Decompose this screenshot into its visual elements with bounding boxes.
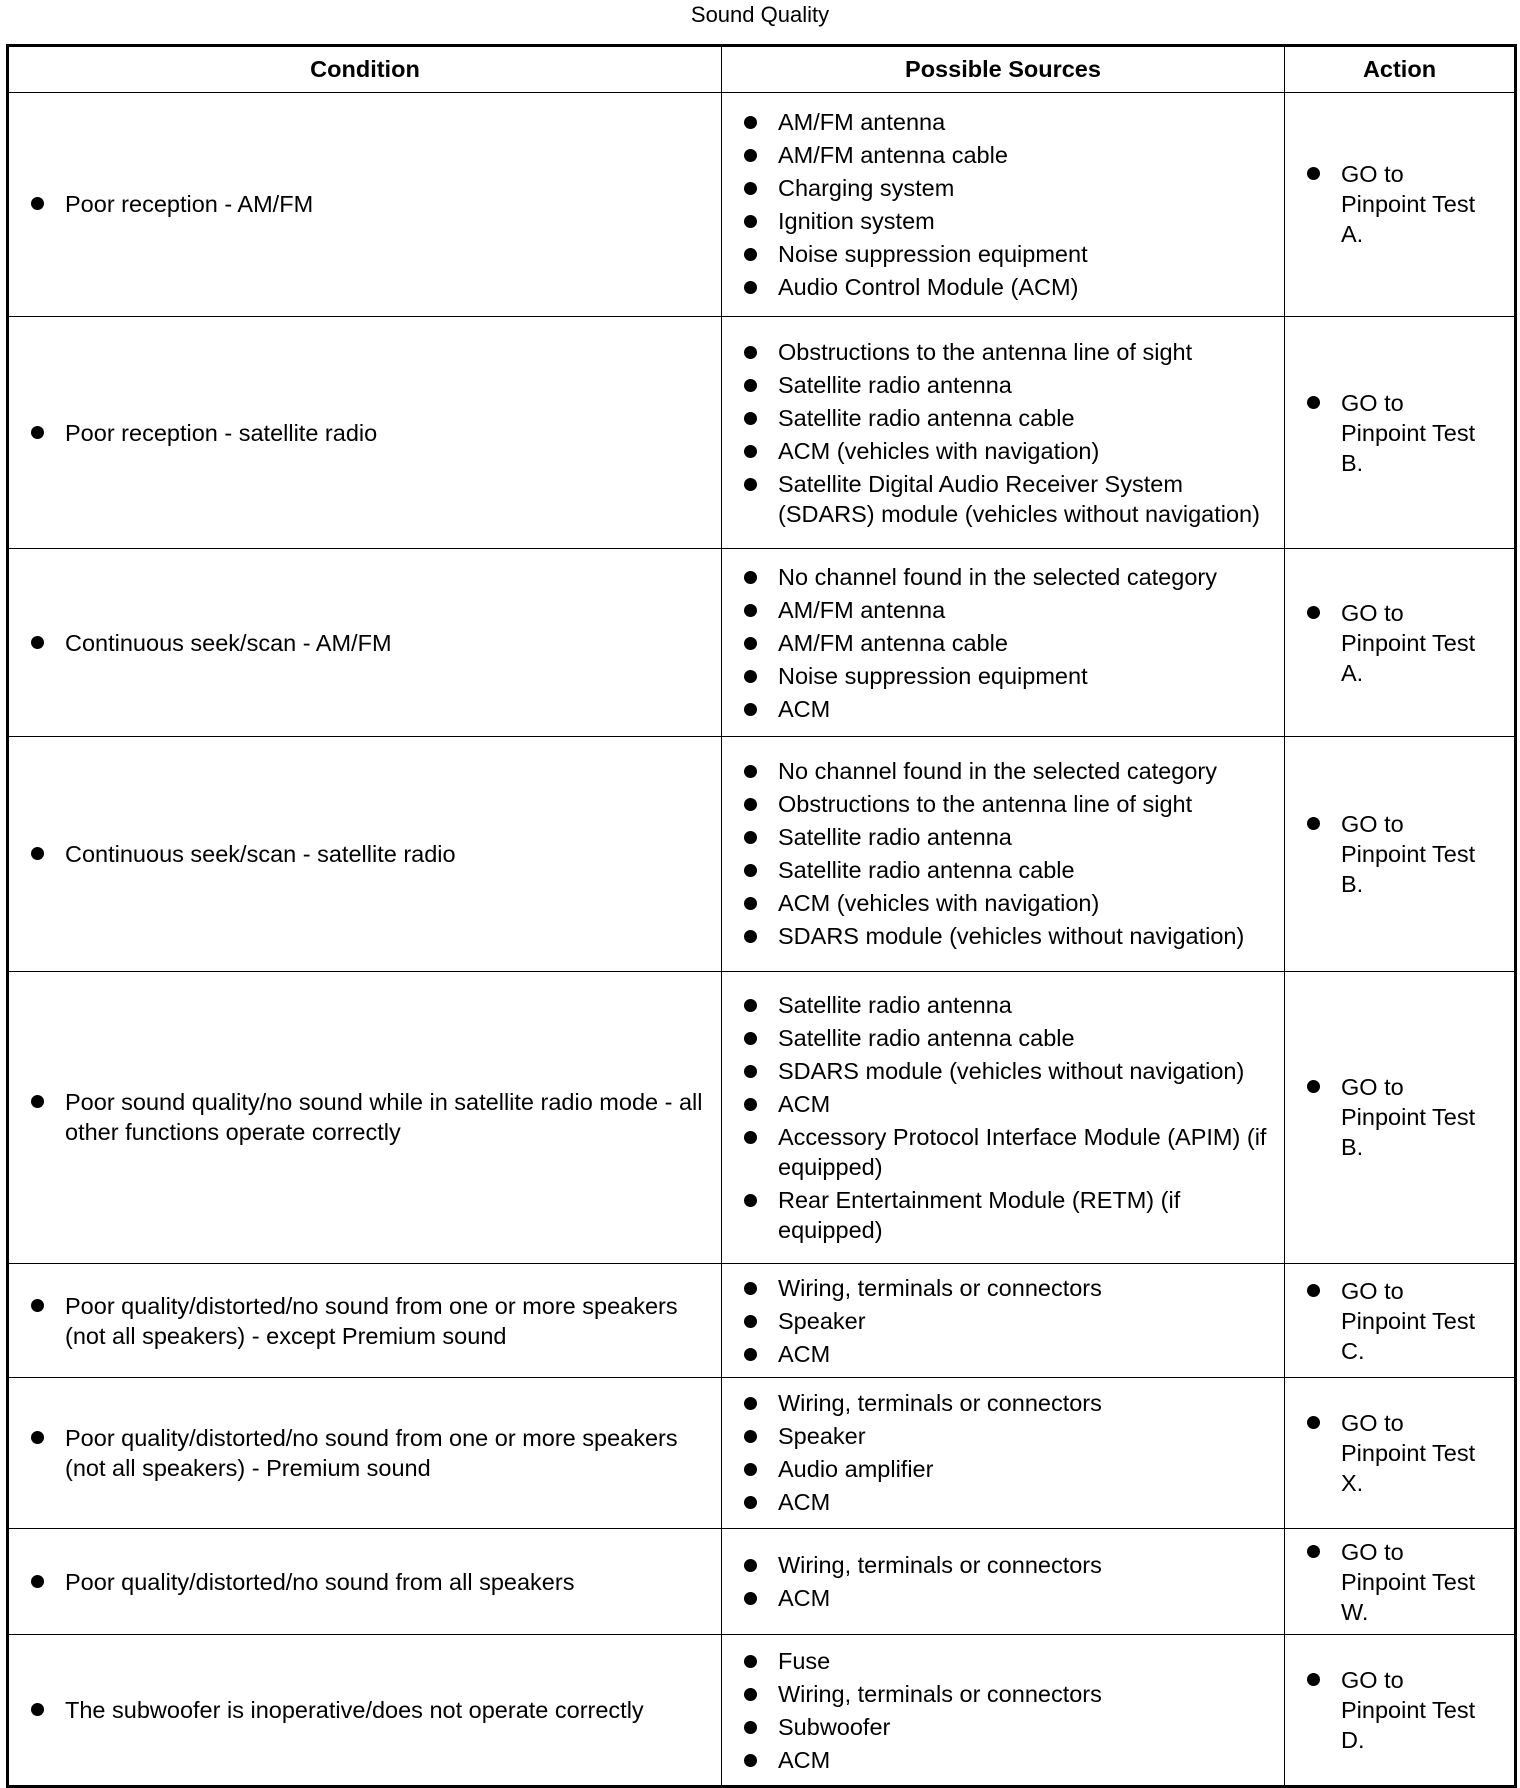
source-text: AM/FM antenna — [778, 596, 946, 623]
condition — [9, 1291, 721, 1351]
sources-list — [722, 990, 1284, 1245]
condition-cell — [8, 1378, 722, 1529]
action-cell — [1285, 971, 1516, 1263]
condition-cell — [8, 316, 722, 549]
source-text: ACM (vehicles with navigation) — [778, 437, 1100, 464]
bullet-icon — [31, 1299, 44, 1312]
bullet-icon — [31, 1431, 44, 1444]
source-item — [744, 1122, 1276, 1182]
source-text: Obstructions to the antenna line of sight — [778, 338, 1193, 365]
condition-text: Poor quality/distorted/no sound from one or more speakers (not all speakers) - Premium sound — [65, 1424, 678, 1481]
condition-cell — [8, 1528, 722, 1634]
source-item — [744, 990, 1276, 1020]
condition — [9, 839, 721, 869]
source-text: Audio Control Module (ACM) — [778, 273, 1079, 300]
bullet-icon — [744, 412, 757, 425]
source-text: AM/FM antenna cable — [778, 629, 1008, 656]
bullet-icon — [1307, 606, 1320, 619]
table-row — [8, 316, 1516, 549]
sources-cell — [722, 316, 1285, 549]
sources-list — [722, 337, 1284, 529]
pinpoint-test-reference: GO to Pinpoint Test C. — [1341, 1277, 1476, 1364]
sources-cell — [722, 971, 1285, 1263]
bullet-icon — [744, 379, 757, 392]
bullet-icon — [1307, 1416, 1320, 1429]
action — [1285, 1537, 1514, 1627]
source-text: ACM — [778, 1340, 831, 1367]
pinpoint-test-reference: GO to Pinpoint Test A. — [1341, 161, 1476, 248]
bullet-icon — [744, 1721, 757, 1734]
pinpoint-test-reference: GO to Pinpoint Test B. — [1341, 1074, 1476, 1161]
sources-list — [722, 1646, 1284, 1775]
source-text: ACM — [778, 1489, 831, 1516]
bullet-icon — [744, 215, 757, 228]
source-item — [744, 628, 1276, 658]
source-item — [744, 562, 1276, 592]
condition — [9, 1087, 721, 1147]
condition-text: Poor reception - AM/FM — [65, 191, 314, 218]
sources-list — [722, 756, 1284, 951]
source-text: Noise suppression equipment — [778, 240, 1088, 267]
source-item — [744, 1056, 1276, 1086]
action — [1285, 388, 1514, 478]
source-text: Speaker — [778, 1307, 866, 1334]
bullet-icon — [744, 1194, 757, 1207]
source-text: Obstructions to the antenna line of sight — [778, 791, 1193, 818]
bullet-icon — [31, 847, 44, 860]
condition-cell — [8, 971, 722, 1263]
bullet-icon — [744, 1065, 757, 1078]
bullet-icon — [744, 116, 757, 129]
sources-cell — [722, 736, 1285, 971]
source-item — [744, 107, 1276, 137]
source-item — [744, 1306, 1276, 1336]
source-item — [744, 1550, 1276, 1580]
condition-cell — [8, 93, 722, 317]
sources-cell — [722, 1264, 1285, 1378]
bullet-icon — [744, 346, 757, 359]
bullet-icon — [1307, 1080, 1320, 1093]
bullet-icon — [744, 1032, 757, 1045]
sources-cell — [722, 549, 1285, 736]
bullet-icon — [744, 1496, 757, 1509]
source-text: Satellite radio antenna cable — [778, 1024, 1075, 1051]
sources-list — [722, 1273, 1284, 1369]
bullet-icon — [744, 1430, 757, 1443]
source-item — [744, 140, 1276, 170]
source-item — [744, 239, 1276, 269]
bullet-icon — [744, 670, 757, 683]
action-cell — [1285, 93, 1516, 317]
bullet-icon — [744, 1688, 757, 1701]
source-text: Satellite radio antenna cable — [778, 404, 1075, 431]
condition-cell — [8, 1264, 722, 1378]
bullet-icon — [1307, 1673, 1320, 1686]
action — [1285, 598, 1514, 688]
source-text: No channel found in the selected category — [778, 758, 1217, 785]
bullet-icon — [744, 571, 757, 584]
source-text: Satellite radio antenna — [778, 824, 1012, 851]
bullet-icon — [31, 1095, 44, 1108]
source-text: Fuse — [778, 1647, 831, 1674]
source-text: No channel found in the selected category — [778, 563, 1217, 590]
bullet-icon — [744, 149, 757, 162]
table-row — [8, 736, 1516, 971]
condition — [9, 1695, 721, 1725]
bullet-icon — [744, 1397, 757, 1410]
source-text: ACM — [778, 1090, 831, 1117]
source-text: Wiring, terminals or connectors — [778, 1680, 1102, 1707]
source-text: Accessory Protocol Interface Module (APIM) (if equipped) — [778, 1123, 1267, 1180]
condition — [9, 1567, 721, 1597]
bullet-icon — [744, 478, 757, 491]
bullet-icon — [744, 798, 757, 811]
bullet-icon — [744, 765, 757, 778]
source-item — [744, 1023, 1276, 1053]
source-text: Wiring, terminals or connectors — [778, 1274, 1102, 1301]
action-cell — [1285, 549, 1516, 736]
bullet-icon — [744, 831, 757, 844]
source-text: Satellite Digital Audio Receiver System (SDARS) module (vehicles without navigation) — [778, 470, 1260, 527]
source-item — [744, 337, 1276, 367]
condition — [9, 418, 721, 448]
source-item — [744, 694, 1276, 724]
source-item — [744, 1339, 1276, 1369]
sources-list — [722, 107, 1284, 302]
source-text: ACM — [778, 1746, 831, 1773]
diagnosis-table — [6, 44, 1517, 1788]
pinpoint-test-reference: GO to Pinpoint Test W. — [1341, 1538, 1476, 1625]
source-item — [744, 756, 1276, 786]
source-item — [744, 206, 1276, 236]
source-item — [744, 370, 1276, 400]
action-cell — [1285, 1378, 1516, 1529]
source-item — [744, 272, 1276, 302]
bullet-icon — [31, 1703, 44, 1716]
bullet-icon — [744, 637, 757, 650]
sources-list — [722, 1388, 1284, 1517]
bullet-icon — [31, 1575, 44, 1588]
source-item — [744, 436, 1276, 466]
bullet-icon — [1307, 1284, 1320, 1297]
source-item — [744, 1487, 1276, 1517]
bullet-icon — [744, 864, 757, 877]
header-row — [8, 46, 1516, 93]
action — [1285, 159, 1514, 249]
source-text: Audio amplifier — [778, 1456, 934, 1483]
source-text: Charging system — [778, 174, 955, 201]
header-condition: Condition — [8, 46, 722, 93]
bullet-icon — [1307, 167, 1320, 180]
source-text: ACM — [778, 695, 831, 722]
source-item — [744, 1273, 1276, 1303]
pinpoint-test-reference: GO to Pinpoint Test B. — [1341, 810, 1476, 897]
condition — [9, 628, 721, 658]
bullet-icon — [744, 1131, 757, 1144]
source-item — [744, 1745, 1276, 1775]
table-row — [8, 549, 1516, 736]
bullet-icon — [744, 703, 757, 716]
condition-text: The subwoofer is inoperative/does not operate correctly — [65, 1697, 644, 1724]
condition-cell — [8, 549, 722, 736]
bullet-icon — [744, 604, 757, 617]
bullet-icon — [744, 930, 757, 943]
source-item — [744, 173, 1276, 203]
source-item — [744, 469, 1276, 529]
source-text: Rear Entertainment Module (RETM) (if equipped) — [778, 1186, 1181, 1243]
pinpoint-test-reference: GO to Pinpoint Test D. — [1341, 1667, 1476, 1754]
source-item — [744, 1388, 1276, 1418]
source-text: AM/FM antenna cable — [778, 141, 1008, 168]
source-text: ACM — [778, 1585, 831, 1611]
source-item — [744, 403, 1276, 433]
bullet-icon — [31, 197, 44, 210]
table-row — [8, 971, 1516, 1263]
bullet-icon — [744, 1348, 757, 1361]
bullet-icon — [744, 182, 757, 195]
source-item — [744, 921, 1276, 951]
source-text: Speaker — [778, 1423, 866, 1450]
condition — [9, 1423, 721, 1483]
condition-text: Poor sound quality/no sound while in satellite radio mode - all other functions operate correctly — [65, 1089, 703, 1146]
header-possible-sources: Possible Sources — [722, 46, 1285, 93]
table-row — [8, 1264, 1516, 1378]
source-text: AM/FM antenna — [778, 108, 946, 135]
source-text: Ignition system — [778, 207, 935, 234]
bullet-icon — [744, 1754, 757, 1767]
source-item — [744, 822, 1276, 852]
header-action: Action — [1285, 46, 1516, 93]
bullet-icon — [744, 1592, 757, 1605]
pinpoint-test-reference: GO to Pinpoint Test A. — [1341, 599, 1476, 686]
source-text: Noise suppression equipment — [778, 662, 1088, 689]
sources-list — [722, 1550, 1284, 1613]
source-text: Subwoofer — [778, 1713, 891, 1740]
source-item — [744, 1185, 1276, 1245]
condition-text: Continuous seek/scan - satellite radio — [65, 840, 456, 867]
source-item — [744, 1421, 1276, 1451]
bullet-icon — [744, 897, 757, 910]
source-item — [744, 1089, 1276, 1119]
page-title: Sound Quality — [690, 2, 830, 27]
condition-text: Poor quality/distorted/no sound from all speakers — [65, 1568, 575, 1595]
source-item — [744, 888, 1276, 918]
source-item — [744, 1583, 1276, 1613]
bullet-icon — [744, 1315, 757, 1328]
bullet-icon — [1307, 1545, 1320, 1558]
sources-cell — [722, 1378, 1285, 1529]
source-text: Satellite radio antenna — [778, 991, 1012, 1018]
sources-list — [722, 562, 1284, 724]
source-item — [744, 855, 1276, 885]
action-cell — [1285, 316, 1516, 549]
table-row — [8, 1378, 1516, 1529]
sources-cell — [722, 93, 1285, 317]
source-item — [744, 595, 1276, 625]
action — [1285, 1072, 1514, 1162]
source-text: Satellite radio antenna cable — [778, 857, 1075, 884]
condition-text: Poor reception - satellite radio — [65, 419, 378, 446]
condition-text: Poor quality/distorted/no sound from one or more speakers (not all speakers) - except Premium sound — [65, 1292, 678, 1349]
condition-text: Continuous seek/scan - AM/FM — [65, 629, 392, 656]
bullet-icon — [31, 636, 44, 649]
bullet-icon — [1307, 396, 1320, 409]
source-item — [744, 789, 1276, 819]
table-row — [8, 1635, 1516, 1787]
bullet-icon — [744, 1282, 757, 1295]
action-cell — [1285, 1635, 1516, 1787]
condition-cell — [8, 736, 722, 971]
source-text: Wiring, terminals or connectors — [778, 1390, 1102, 1417]
source-item — [744, 1679, 1276, 1709]
action-cell — [1285, 736, 1516, 971]
action — [1285, 809, 1514, 899]
action-cell — [1285, 1264, 1516, 1378]
sources-cell — [722, 1528, 1285, 1634]
source-item — [744, 661, 1276, 691]
table-row — [8, 1528, 1516, 1634]
source-text: ACM (vehicles with navigation) — [778, 890, 1100, 917]
bullet-icon — [744, 1463, 757, 1476]
pinpoint-test-reference: GO to Pinpoint Test B. — [1341, 389, 1476, 476]
action — [1285, 1276, 1514, 1366]
source-text: Satellite radio antenna — [778, 371, 1012, 398]
bullet-icon — [744, 1098, 757, 1111]
bullet-icon — [31, 426, 44, 439]
bullet-icon — [744, 281, 757, 294]
bullet-icon — [744, 445, 757, 458]
table-row — [8, 93, 1516, 317]
source-item — [744, 1454, 1276, 1484]
action — [1285, 1408, 1514, 1498]
action — [1285, 1665, 1514, 1755]
source-text: SDARS module (vehicles without navigation) — [778, 1057, 1245, 1084]
bullet-icon — [744, 248, 757, 261]
sources-cell — [722, 1635, 1285, 1787]
bullet-icon — [744, 999, 757, 1012]
condition — [9, 189, 721, 219]
bullet-icon — [1307, 817, 1320, 830]
condition-cell — [8, 1635, 722, 1787]
source-text: SDARS module (vehicles without navigation) — [778, 923, 1245, 950]
action-cell — [1285, 1528, 1516, 1634]
source-item — [744, 1712, 1276, 1742]
source-item — [744, 1646, 1276, 1676]
bullet-icon — [744, 1655, 757, 1668]
source-text: Wiring, terminals or connectors — [778, 1552, 1102, 1578]
bullet-icon — [744, 1559, 757, 1572]
table-body — [8, 93, 1516, 1787]
pinpoint-test-reference: GO to Pinpoint Test X. — [1341, 1409, 1476, 1496]
